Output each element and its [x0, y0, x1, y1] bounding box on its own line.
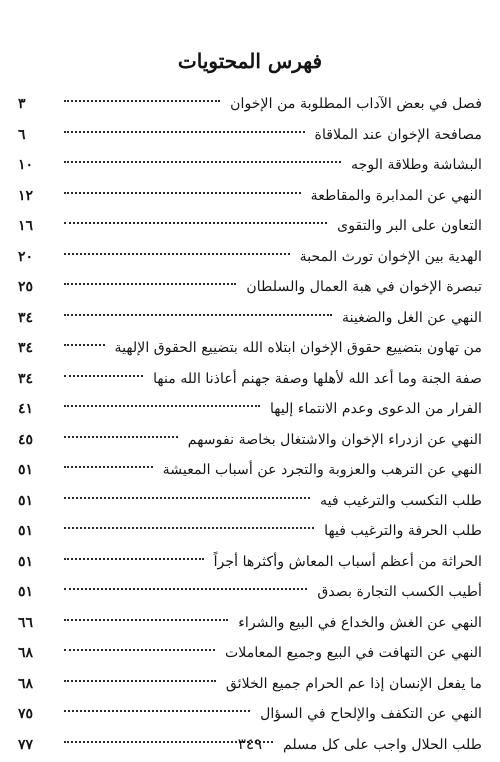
- toc-entry: [18, 272, 482, 303]
- toc-entry-title: من تهاون بتضييع حقوق الإخوان ابتلاه الله بتضييع الحقوق الإلهية: [114, 340, 482, 356]
- toc-entry: [18, 486, 482, 517]
- dot-leader: [64, 161, 341, 163]
- page-title: فهرس المحتويات: [177, 49, 323, 73]
- dot-leader: [64, 253, 290, 255]
- toc-entry-page-number: ١٠: [18, 157, 34, 173]
- toc-entry-title: ما يفعل الإنسان إذا عم الحرام جميع الخلائق: [225, 675, 482, 692]
- dot-leader: [64, 466, 153, 468]
- toc-entry: [18, 364, 482, 395]
- toc-entry: [18, 150, 482, 181]
- toc-entry-title: مصافحة الإخوان عند الملاقاة: [314, 126, 482, 143]
- toc-entry-title: النهي عن التكفف والإلحاح في السؤال: [260, 706, 482, 722]
- dot-leader: [64, 222, 327, 224]
- dot-leader: [64, 710, 250, 712]
- dot-leader: [64, 283, 236, 285]
- dot-leader: [64, 619, 228, 621]
- dot-leader: [64, 588, 307, 590]
- dot-leader: [64, 375, 143, 377]
- toc-entry-page-number: ١٢: [18, 187, 34, 204]
- toc-entry: [18, 455, 482, 486]
- toc-entry-title: الحراثة من أعظم أسباب المعاش وأكثرها أجراً: [213, 553, 482, 570]
- dot-leader: [64, 558, 204, 560]
- toc-entry: [18, 669, 482, 700]
- toc-entry-page-number: ٣٤: [18, 370, 34, 387]
- toc-entry-title: التعاون على البر والتقوى: [337, 218, 482, 234]
- toc-entry-page-number: ٦٨: [18, 645, 34, 661]
- toc-entry-title: أطيب الكسب التجارة بصدق: [317, 584, 482, 600]
- toc-entry: [18, 333, 482, 364]
- toc-entry-title: النهي عن ازدراء الإخوان والاشتغال بخاصة نفوسهم: [187, 431, 482, 448]
- toc-entry: [18, 394, 482, 425]
- toc-entry-page-number: ٧٥: [18, 706, 34, 722]
- toc-entry: [18, 211, 482, 242]
- toc-entry-title: البشاشة وطلاقة الوجه: [350, 157, 482, 173]
- toc-entry-title: الهدية بين الإخوان تورث المحبة: [299, 248, 482, 265]
- toc-entry-page-number: ٢٥: [18, 279, 34, 295]
- toc-entry-title: النهي عن التهافت في البيع وجميع المعاملات: [224, 645, 482, 661]
- toc-entry-page-number: ٥١: [18, 584, 34, 600]
- toc-entry: [18, 638, 482, 669]
- toc-entry-title: النهي عن الغش والخداع في البيع والشراء: [238, 614, 482, 631]
- page-number: ٣٤٩: [237, 735, 263, 753]
- toc-entry-title: الفرار من الدعوى وعدم الانتماء إليها: [269, 401, 482, 417]
- toc-entry-page-number: ٢٠: [18, 248, 34, 265]
- toc-entry-page-number: ٦٨: [18, 675, 34, 692]
- dot-leader: [64, 131, 305, 133]
- toc-entry: [18, 181, 482, 212]
- toc-entry-title: تبصرة الإخوان في هبة العمال والسلطان: [246, 279, 482, 295]
- toc-entry: [18, 89, 482, 120]
- toc-entry-title: طلب الحلال واجب على كل مسلم: [282, 736, 482, 753]
- dot-leader: [64, 527, 314, 529]
- toc-entry: [18, 242, 482, 273]
- toc-entry: [18, 577, 482, 608]
- toc-entry-page-number: ٤١: [18, 401, 34, 417]
- dot-leader: [64, 100, 220, 102]
- dot-leader: [64, 497, 310, 499]
- dot-leader: [64, 192, 301, 194]
- toc-entry: [18, 608, 482, 639]
- toc-entry-page-number: ٤٥: [18, 431, 34, 448]
- dot-leader: [64, 649, 215, 651]
- toc-entry-page-number: ١٦: [18, 218, 34, 234]
- toc-entry-page-number: ٧٧: [18, 736, 34, 753]
- toc-entry-page-number: ٥١: [18, 553, 34, 570]
- dot-leader: [64, 436, 178, 438]
- dot-leader: [64, 405, 260, 407]
- toc-entry-page-number: ٣٤: [18, 309, 34, 326]
- toc-entry: [18, 699, 482, 730]
- toc-entry-title: طلب التكسب والترغيب فيه: [320, 492, 482, 509]
- toc-entry-page-number: ٣٤: [18, 340, 34, 356]
- toc-entry: [18, 303, 482, 334]
- toc-entry-page-number: ٥١: [18, 462, 34, 478]
- toc-entry-page-number: ٣: [18, 96, 26, 112]
- toc-entry-page-number: ٥١: [18, 492, 34, 509]
- toc-entry-title: فصل في بعض الآداب المطلوبة من الإخوان: [230, 96, 482, 112]
- toc-entry-title: النهي عن الترهب والعزوبة والتجرد عن أسباب المعيشة: [162, 462, 482, 478]
- toc-entry-page-number: ٦: [18, 126, 26, 143]
- toc-entry-title: صفة الجنة وما أعد الله لأهلها وصفة جهنم أعاذنا الله منها: [153, 370, 482, 387]
- toc-entry-page-number: ٦٦: [18, 614, 34, 631]
- toc-entry-page-number: ٥١: [18, 523, 34, 539]
- toc-entry: [18, 425, 482, 456]
- toc-entry-title: طلب الحرفة والترغيب فيها: [324, 523, 482, 539]
- toc-entry: [18, 120, 482, 151]
- dot-leader: [64, 680, 216, 682]
- toc-entry: [18, 547, 482, 578]
- toc-entry: [18, 516, 482, 547]
- dot-leader: [64, 344, 105, 346]
- toc-entry-title: النهي عن المدابرة والمقاطعة: [310, 187, 482, 204]
- table-of-contents: [18, 89, 482, 760]
- toc-entry-title: النهي عن الغل والضغينة: [342, 309, 482, 326]
- dot-leader: [64, 314, 332, 316]
